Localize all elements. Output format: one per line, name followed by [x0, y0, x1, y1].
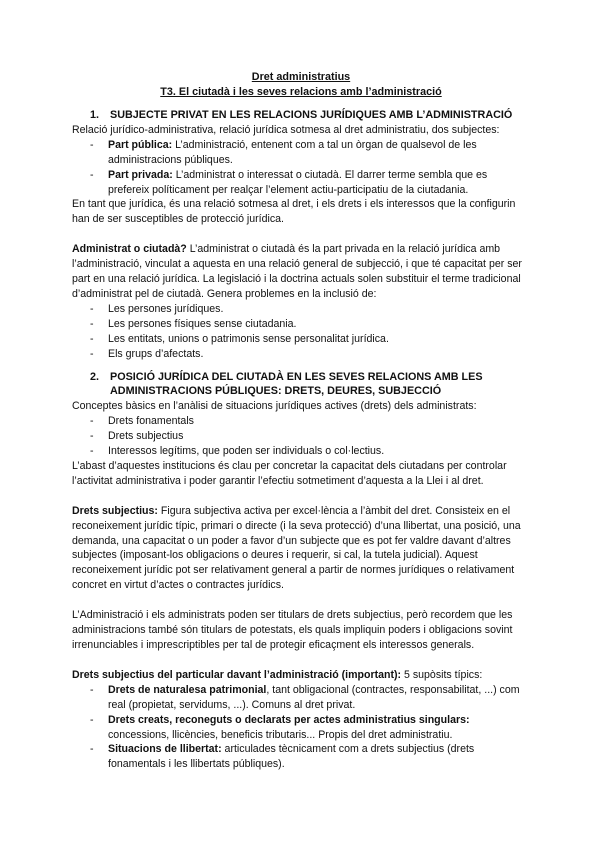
list-item: - Interessos legítims, que poden ser individuals o col·lectius.	[90, 445, 385, 458]
supòsits-list	[72, 683, 530, 772]
list-item: - Les entitats, unions o patrimonis sense personalitat jurídica.	[90, 332, 389, 345]
list-item: - Situacions de llibertat: articulades tècnicament com a drets subjectius (drets fonamentals i les llibertats públiques).	[90, 743, 475, 771]
section-2-intro: Conceptes bàsics en l’anàlisi de situacions jurídiques actives (drets) dels administrats:	[72, 400, 477, 413]
section-1-intro: Relació jurídico-administrativa, relació jurídica sotmesa al dret administratiu, dos subjectes:	[72, 123, 500, 136]
section-2-heading: 2. POSICIÓ JURÍDICA DEL CIUTADÀ EN LES SEVES RELACIONS AMB LES ADMINISTRACIONS PÚBLIQUES: DRETS, DEURES, SUBJECCIÓ	[90, 370, 483, 398]
list-item: - Les persones jurídiques.	[90, 302, 224, 315]
problems-list	[72, 302, 530, 362]
administrat-paragraph: Administrat o ciutadà? L’administrat o ciutadà és la part privada en la relació jurídica amb l’administració, vinculat a aquesta en una relació general de subjecció, i que té capacitat per ser part en una relació jurídica. La legislació i la doctrina actuals solen substituir el terme tradicional d’administrat pel de ciutadà. Genera problemes en la inclusió de:	[72, 243, 522, 300]
parties-list	[72, 138, 530, 198]
list-item: - Les persones físiques sense ciutadania.	[90, 317, 297, 330]
list-item: - Drets de naturalesa patrimonial, tant obligacional (contractes, responsabilitat, ...) com real (propietat, servidums, ...). Comuns al dret privat.	[90, 683, 520, 711]
document-title: Dret administratius	[251, 71, 351, 83]
list-item: - Part privada: L’administrat o interessat o ciutadà. El darrer terme sembla que es prefereix políticament per realçar l’element actiu-participatiu de la ciutadania.	[90, 168, 488, 196]
document-subtitle: T3. El ciutadà i les seves relacions amb l’administració	[160, 86, 442, 98]
drets-particular-paragraph: Drets subjectius del particular davant l’administració (important): 5 supòsits típics:	[72, 668, 483, 681]
section-2-outro: L’abast d’aquestes institucions és clau per concretar la capacitat dels ciutadans per controlar l’activitat administrativa i poder garantir l’efectiu sotmetiment d’aquesta a la Llei i al dret.	[72, 459, 507, 487]
drets-subjectius-paragraph: Drets subjectius: Figura subjectiva activa per excel·lència a l’àmbit del dret. Consisteix en el reconeixement jurídic típic, primari o directe (i la seva protecció) d’una llibertat, una posició, una demanda, una capacitat o un poder a favor d’un subjecte que es pot fer valdre davant d’altres subjectes (imposant-los obligacions o deures i requerir, si cal, la tutela judicial). Aquest reconeixement jurídic pot ser relativament general a partir de normes jurídiques o relativament concret en virtut d’actes o contractes jurídics.	[72, 504, 521, 592]
administracio-paragraph: L’Administració i els administrats poden ser titulars de drets subjectius, però recordem que les administracions també són titulars de potestats, els quals impliquin poders i obligacions sovint irrenunciables i imprescriptibles per tal de protegir eficaçment els interessos generals.	[72, 609, 513, 651]
list-item: - Drets fonamentals	[90, 415, 194, 428]
section-1-outro: En tant que jurídica, és una relació sotmesa al dret, i els drets i els interessos que la configurin han de ser susceptibles de protecció jurídica.	[72, 198, 516, 226]
document-page	[72, 70, 530, 772]
concepts-list	[72, 414, 530, 459]
list-item: - Drets subjectius	[90, 430, 184, 443]
list-item: - Drets creats, reconeguts o declarats per actes administratius singulars: concessions, llicències, beneficis tributaris... Propis del dret administratiu.	[90, 713, 470, 741]
list-item: - Part pública: L’administració, entenent com a tal un òrgan de qualsevol de les administracions públiques.	[90, 138, 477, 166]
section-1-heading: 1. SUBJECTE PRIVAT EN LES RELACIONS JURÍDIQUES AMB L’ADMINISTRACIÓ	[90, 109, 513, 121]
list-item: - Els grups d’afectats.	[90, 347, 204, 360]
